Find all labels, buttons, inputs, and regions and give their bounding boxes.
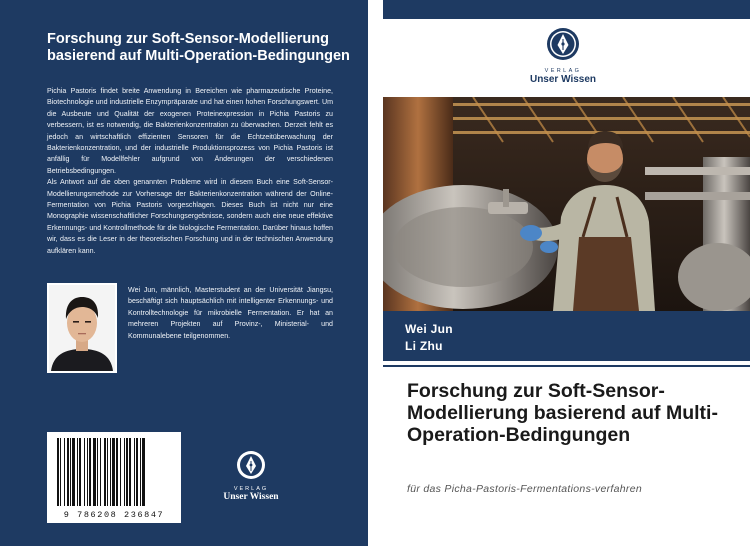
blurb-paragraph-2: Als Antwort auf die oben genannten Probleme wird in diesem Buch eine Soft-Sensor-Modellierungsmethode zur Vorhersage der Bakterienkonzentration während der Online-Fermentation von Pichia Pastoris vorgeschlagen. Dieses Buch ist nicht nur eine Monographie wissenschaftlicher Forschungsergebnisse, sondern auch eine neue effektive Erkennungs- und Kontrollmethode für die biologische Fermentation. Darüber hinaus hoffen wir, dass es die Leser in der theoretischen Forschung und in der technischen Anwendung aufklären kann. bbox=[47, 178, 333, 255]
isbn-digits: 9 786208 236847 bbox=[63, 510, 165, 520]
isbn-barcode-image bbox=[47, 432, 181, 523]
fountain-pen-nib-logo-icon bbox=[546, 27, 580, 61]
front-cover bbox=[383, 0, 750, 546]
author-band bbox=[383, 311, 750, 361]
author-name-2: Li Zhu bbox=[405, 339, 443, 353]
brewery-worker-photo-image bbox=[383, 97, 750, 311]
logo-brand-text: Unser Wissen bbox=[529, 74, 597, 85]
back-cover-title: Forschung zur Soft-Sensor-Modellierung basierend auf Multi-Operation-Bedingungen bbox=[47, 31, 350, 64]
divider bbox=[383, 365, 750, 367]
blurb-paragraph-1: Pichia Pastoris findet breite Anwendung in Bereichen wie pharmazeutische Proteine, Biotechnologie und industrielle Enzympräparate und hat einen hohen Forschungswert. Um die Ausbeute und Qualität der exogenen Proteinexpression in Pichia Pastoris zu verbessern, ist es notwendig, die Bakterienkonzentration zu überwachen. Derzeit fehlt es jedoch an wirtschaftlich effizienten Sensoren für die Echtzeitüberwachung der Bakterienkonzentration, und der industrielle Produktionsprozess von Pichia Pastoris ist anfällig für Modellfehler aufgrund von Änderungen der verschiedenen Betriebsbedingungen. bbox=[47, 87, 333, 175]
back-cover bbox=[0, 0, 368, 546]
author-portrait-image bbox=[47, 283, 117, 373]
front-publisher-logo bbox=[513, 27, 613, 85]
back-publisher-logo bbox=[218, 450, 284, 502]
logo-verlag-text: VERLAG bbox=[233, 486, 269, 492]
fountain-pen-nib-logo-icon bbox=[236, 450, 266, 480]
author-name-1: Wei Jun bbox=[405, 322, 453, 336]
front-cover-subtitle: für das Picha-Pastoris-Fermentations-verfahren bbox=[407, 483, 642, 495]
front-top-bar bbox=[383, 0, 750, 19]
front-cover-title: Forschung zur Soft-Sensor-Modellierung basierend auf Multi-Operation-Bedingungen bbox=[407, 380, 718, 446]
back-cover-blurb bbox=[47, 86, 333, 257]
logo-verlag-text: VERLAG bbox=[544, 68, 582, 74]
logo-brand-text: Unser Wissen bbox=[223, 492, 279, 502]
author-bio: Wei Jun, männlich, Masterstudent an der Universität Jiangsu, beschäftigt sich hauptsächlich mit intelligenter Erkennungs- und Kontrolltechnologie für mikrobielle Fermentation. Er hat an mehreren Projekten auf Provinz-, Ministerial- und Kommunalebene teilgenommen. bbox=[128, 286, 333, 340]
